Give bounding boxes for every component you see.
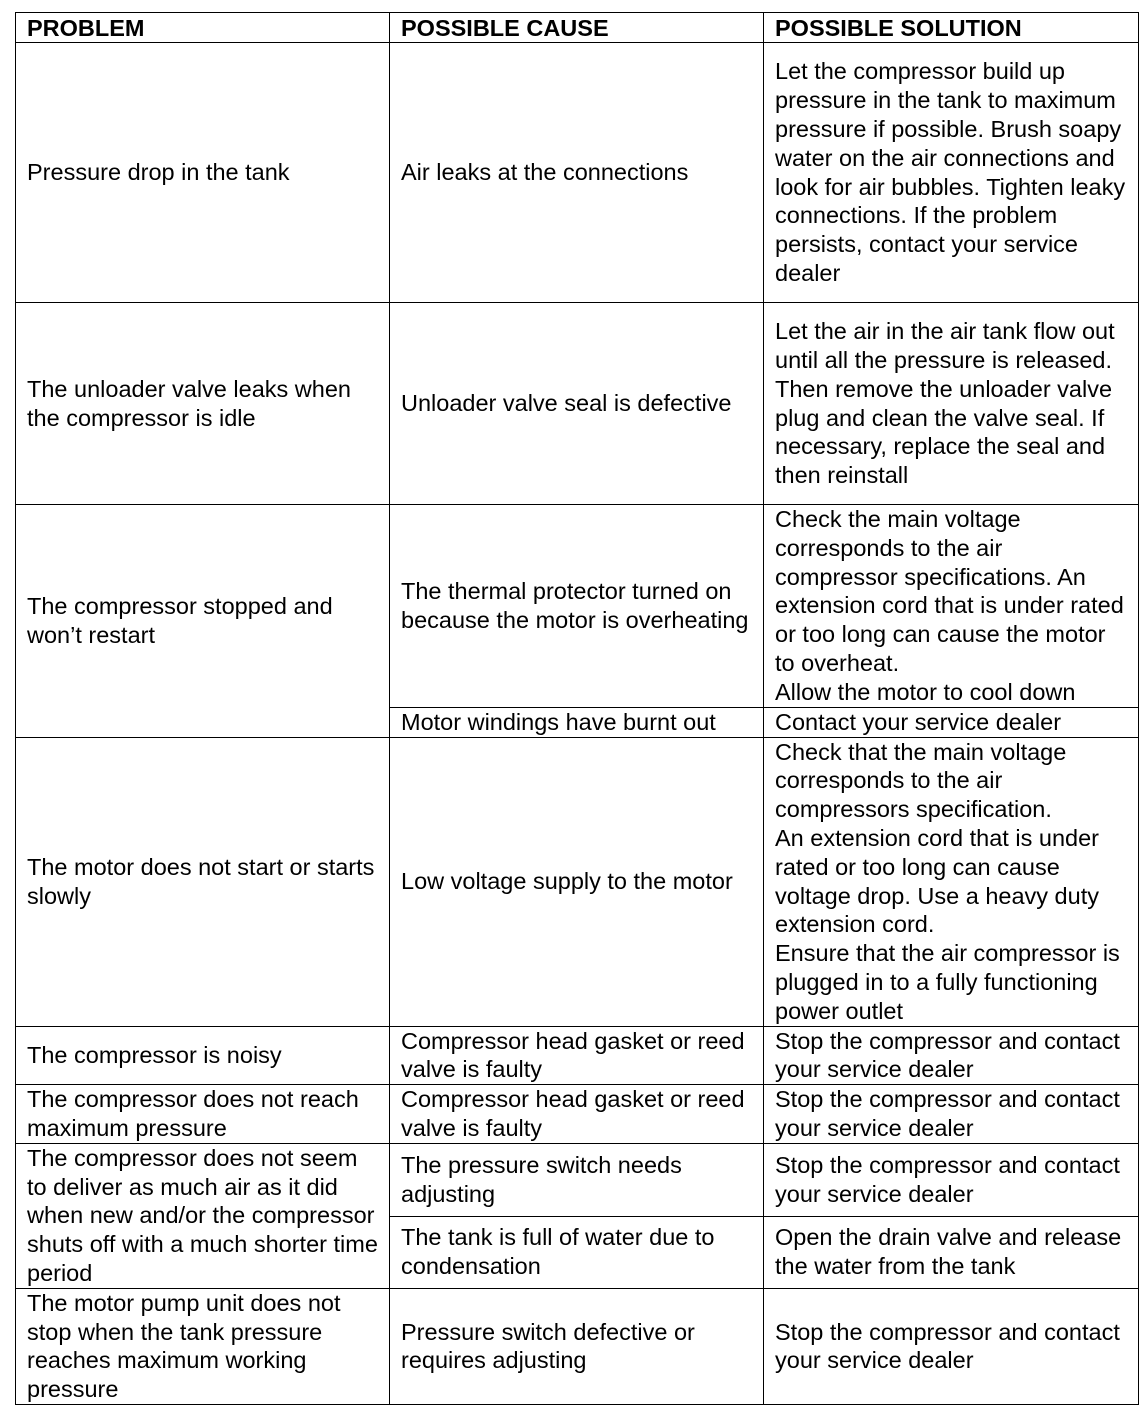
solution-cell: Let the air in the air tank flow out until all the pressure is released. Then remove the unloader valve plug and clean the valve seal. If necessary, replace the seal and then reinstall [764, 303, 1139, 505]
cause-cell: The pressure switch needs adjusting [390, 1143, 764, 1216]
table-header [16, 13, 1139, 43]
header-possible-solution: POSSIBLE SOLUTION [764, 13, 1139, 43]
table-row [16, 1288, 1139, 1404]
solution-cell: Check that the main voltage corresponds to the air compressors specification. An extension cord that is under rated or too long can cause voltage drop. Use a heavy duty extension cord. Ensure that the air compressor is plugged in to a fully functioning power outlet [764, 737, 1139, 1026]
problem-cell: The unloader valve leaks when the compressor is idle [16, 303, 390, 505]
cause-cell: The tank is full of water due to condensation [390, 1216, 764, 1288]
problem-cell: The compressor does not seem to deliver as much air as it did when new and/or the compressor shuts off with a much shorter time period [16, 1143, 390, 1288]
problem-cell: The motor does not start or starts slowly [16, 737, 390, 1026]
table-row [16, 1085, 1139, 1144]
table-row [16, 1143, 1139, 1216]
cause-cell: Pressure switch defective or requires adjusting [390, 1288, 764, 1404]
table-row [16, 737, 1139, 1026]
problem-cell: The motor pump unit does not stop when the tank pressure reaches maximum working pressure [16, 1288, 390, 1404]
table-row [16, 1026, 1139, 1085]
solution-cell: Check the main voltage corresponds to the air compressor specifications. An extension cord that is under rated or too long can cause the motor to overheat. Allow the motor to cool down [764, 505, 1139, 708]
cause-cell: Compressor head gasket or reed valve is faulty [390, 1085, 764, 1144]
solution-cell: Stop the compressor and contact your service dealer [764, 1026, 1139, 1085]
solution-cell: Stop the compressor and contact your service dealer [764, 1143, 1139, 1216]
header-row [16, 13, 1139, 43]
header-possible-cause: POSSIBLE CAUSE [390, 13, 764, 43]
problem-cell: The compressor is noisy [16, 1026, 390, 1085]
problem-cell: The compressor does not reach maximum pressure [16, 1085, 390, 1144]
solution-cell: Open the drain valve and release the water from the tank [764, 1216, 1139, 1288]
problem-cell: Pressure drop in the tank [16, 43, 390, 303]
cause-cell: Air leaks at the connections [390, 43, 764, 303]
header-problem: PROBLEM [16, 13, 390, 43]
problem-cell: The compressor stopped and won’t restart [16, 505, 390, 738]
table-body [16, 43, 1139, 1405]
solution-cell: Contact your service dealer [764, 707, 1139, 737]
cause-cell: The thermal protector turned on because the motor is overheating [390, 505, 764, 708]
cause-cell: Motor windings have burnt out [390, 707, 764, 737]
solution-cell: Stop the compressor and contact your service dealer [764, 1288, 1139, 1404]
cause-cell: Unloader valve seal is defective [390, 303, 764, 505]
troubleshooting-table [15, 12, 1139, 1405]
solution-cell: Stop the compressor and contact your service dealer [764, 1085, 1139, 1144]
cause-cell: Compressor head gasket or reed valve is faulty [390, 1026, 764, 1085]
solution-cell: Let the compressor build up pressure in the tank to maximum pressure if possible. Brush soapy water on the air connections and look for air bubbles. Tighten leaky connections. If the problem persists, contact your service dealer [764, 43, 1139, 303]
table-row [16, 505, 1139, 708]
table-row [16, 43, 1139, 303]
cause-cell: Low voltage supply to the motor [390, 737, 764, 1026]
table-row [16, 303, 1139, 505]
